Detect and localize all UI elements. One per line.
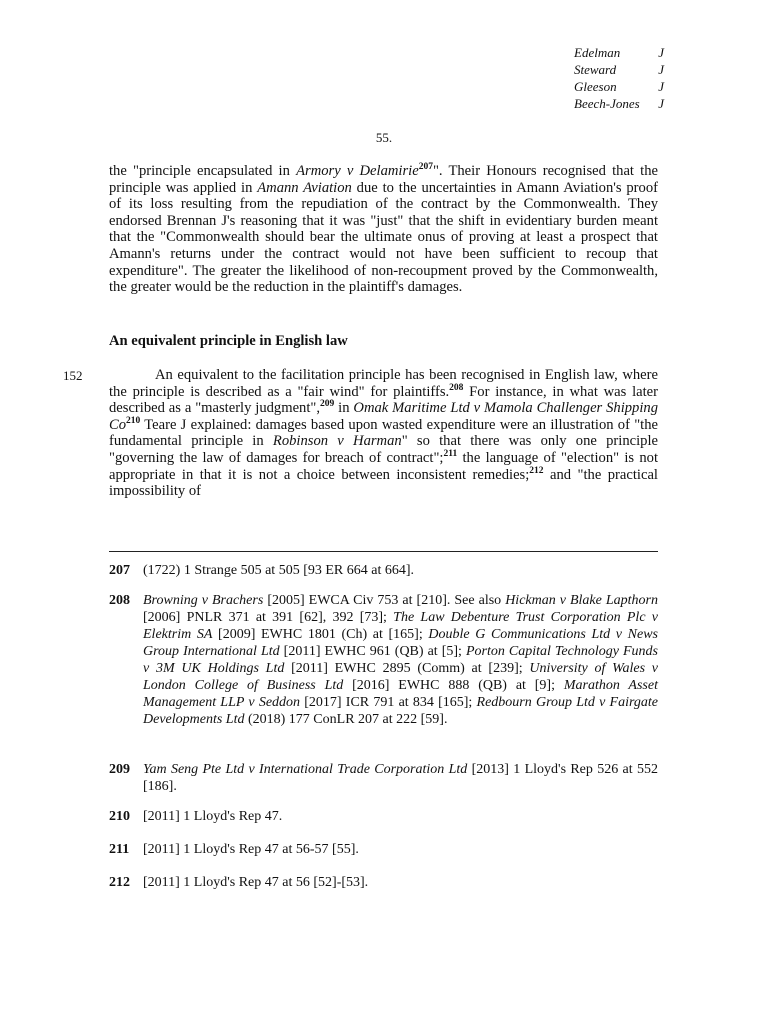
footnote-text bbox=[143, 761, 658, 795]
footnote-number: 210 bbox=[109, 809, 130, 824]
judge-title: J bbox=[658, 62, 664, 77]
footnote-number: 209 bbox=[109, 762, 130, 777]
case-name: Double G Communications Ltd v News Group International Ltd bbox=[143, 627, 658, 659]
text-run: [2009] EWHC 1801 (Ch) at [165]; bbox=[212, 627, 429, 642]
footnote-number: 212 bbox=[109, 875, 130, 890]
footnote-number: 211 bbox=[109, 842, 130, 857]
judges-list bbox=[574, 44, 664, 112]
judge-title: J bbox=[658, 45, 664, 60]
paragraph-number: 152 bbox=[63, 368, 83, 383]
footnote-209 bbox=[109, 761, 658, 795]
footnote-207 bbox=[109, 562, 658, 579]
footnote-number: 208 bbox=[109, 593, 130, 608]
footnote-text: [2011] 1 Lloyd's Rep 47. bbox=[143, 809, 283, 824]
text-run: [2011] EWHC 2895 (Comm) at [239]; bbox=[284, 661, 530, 676]
case-name: The Law Debenture Trust Corporation Plc v Elektrim SA bbox=[143, 610, 658, 642]
text-run: " so that there was only one principle "governing the law of damages for breach of contract"; bbox=[109, 433, 659, 466]
judge-row bbox=[574, 44, 664, 61]
text-run: ". Their Honours recognised that the principle was applied in bbox=[109, 163, 658, 196]
case-name: Yam Seng Pte Ltd v International Trade Corporation Ltd bbox=[143, 762, 468, 777]
paragraph-152 bbox=[109, 367, 658, 500]
judge-name: Gleeson bbox=[574, 79, 617, 94]
footnote-211 bbox=[109, 841, 658, 858]
text-run: due to the uncertainties in Amann Aviation's proof of its loss resulting from the repudiation of the contract by the Commonwealth. They endorsed Brennan J's reasoning that it was "just" that the shift in evidentiary burden meant that the "Commonwealth should bear the ultimate onus of proving at least a prospect that Amann's returns under the contract would not have been sufficient to recoup that expenditure". The greater the likelihood of non-recoupment proved by the Commonwealth, the greater would be the reduction in the plaintiff's damages. bbox=[109, 179, 659, 296]
paragraph-continued bbox=[109, 163, 658, 296]
footnote-text: [2011] 1 Lloyd's Rep 47 at 56-57 [55]. bbox=[143, 842, 359, 857]
text-run: and "the practical impossibility of bbox=[109, 466, 658, 500]
case-name: Hickman v Blake Lapthorn bbox=[505, 593, 658, 608]
footnote-208 bbox=[109, 592, 658, 728]
footnote-210 bbox=[109, 808, 658, 825]
case-name: Amann Aviation bbox=[257, 179, 352, 196]
judge-name: Steward bbox=[574, 62, 617, 77]
page-number: 55. bbox=[375, 130, 393, 145]
text-run: (2018) 177 ConLR 207 at 222 [59]. bbox=[244, 712, 448, 727]
judge-title: J bbox=[658, 79, 664, 94]
case-name: Marathon Asset Management LLP v Seddon bbox=[143, 678, 658, 710]
text-run: [2016] EWHC 888 (QB) at [9]; bbox=[343, 678, 564, 693]
footnote-text: [2011] 1 Lloyd's Rep 47 at 56 [52]-[53]. bbox=[143, 875, 369, 890]
judge-row bbox=[574, 95, 664, 112]
footnote-ref[interactable]: 207 bbox=[418, 162, 433, 173]
text-run: Teare J explained: damages based upon wasted expenditure were an illustration of "the fundamental principle in bbox=[109, 416, 658, 450]
footnote-212 bbox=[109, 874, 658, 891]
judge-row bbox=[574, 78, 664, 95]
case-name: Browning v Brachers bbox=[143, 593, 264, 608]
judge-name: Edelman bbox=[574, 45, 621, 60]
footnote-number: 207 bbox=[109, 563, 130, 578]
case-name: Redbourn Group Ltd v Fairgate Developments Ltd bbox=[143, 695, 659, 727]
footnote-ref[interactable]: 208 bbox=[449, 382, 464, 393]
judge-title: J bbox=[658, 96, 664, 111]
text-run: in bbox=[334, 400, 354, 417]
judge-row bbox=[574, 61, 664, 78]
text-run: [2017] ICR 791 at 834 [165]; bbox=[300, 695, 477, 710]
text-run: [2011] EWHC 961 (QB) at [5]; bbox=[279, 644, 466, 659]
text-run: For instance, in what was later described as a "masterly judgment", bbox=[109, 383, 658, 417]
footnote-ref[interactable]: 212 bbox=[529, 465, 544, 476]
case-name: Robinson v Harman bbox=[272, 433, 402, 450]
section-heading: An equivalent principle in English law bbox=[109, 333, 348, 349]
text-run: the language of "election" is not appropriate in that it is not a choice between inconsistent remedies; bbox=[109, 449, 658, 483]
footnote-text: (1722) 1 Strange 505 at 505 [93 ER 664 at 664]. bbox=[143, 563, 415, 578]
footnote-ref[interactable]: 211 bbox=[443, 449, 458, 460]
case-name: University of Wales v London College of Business Ltd bbox=[143, 661, 658, 693]
case-name: Omak Maritime Ltd v Mamola Challenger Shipping Co bbox=[109, 400, 659, 433]
text-run: An equivalent to the facilitation principle has been recognised in English law, where the principle is described as a "fair wind" for plaintiffs. bbox=[109, 367, 658, 400]
text-run: [2006] PNLR 371 at 391 [62], 392 [73]; bbox=[143, 610, 394, 625]
text-run: [2005] EWCA Civ 753 at [210]. See also bbox=[263, 593, 506, 608]
judge-name: Beech-Jones bbox=[574, 96, 640, 111]
footnote-ref[interactable]: 210 bbox=[126, 415, 141, 426]
case-name: Porton Capital Technology Funds v 3M UK Holdings Ltd bbox=[143, 644, 658, 676]
footnote-divider bbox=[109, 551, 658, 552]
text-run: the "principle encapsulated in bbox=[109, 163, 297, 179]
footnote-ref[interactable]: 209 bbox=[320, 399, 335, 410]
footnote-text bbox=[143, 592, 658, 728]
case-name: Armory v Delamirie bbox=[296, 163, 419, 179]
text-run: [2013] 1 Lloyd's Rep 526 at 552 [186]. bbox=[143, 762, 658, 794]
